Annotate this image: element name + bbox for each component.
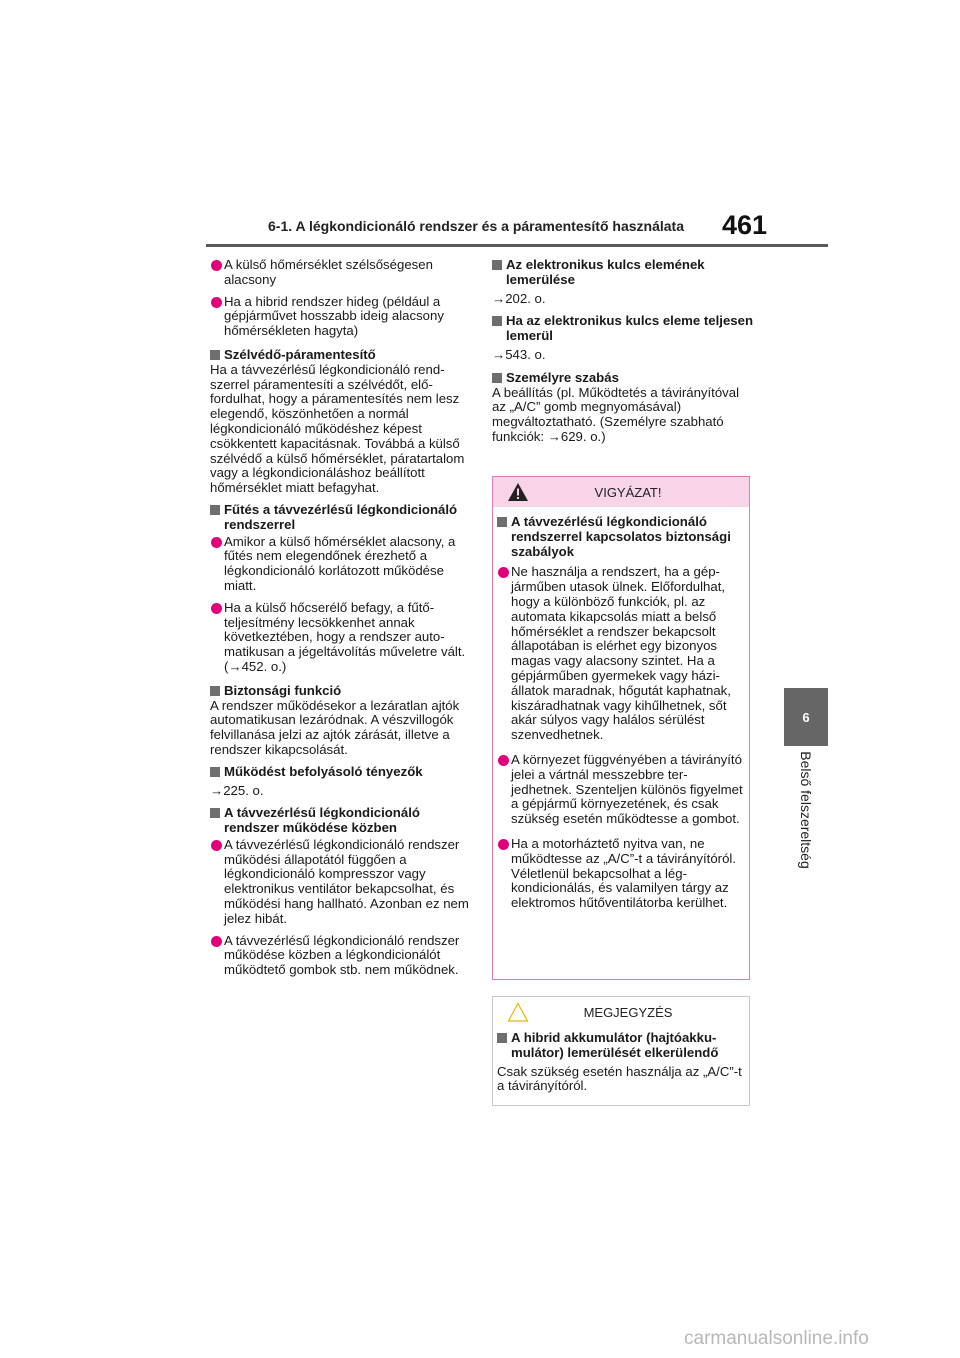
subsection-heading: Az elektronikus kulcs elemének lemerülése [492,258,754,288]
subsection-heading: A távvezérlésű légkondicionáló rendszer működése közben [210,806,472,836]
square-bullet-icon [210,808,220,818]
list-item: A távvezérlésű légkondicionáló rendszer működési állapotától függően a légkondicionáló kompresszor vagy elektronikus ventilátor bekapcsolhat, és működési hang hallható. Azonban ez nem jelez hibát. [210,838,472,927]
subsection-heading: Szélvédő-páramentesítő [210,348,472,363]
bullet-icon [211,603,222,614]
warning-box [492,476,750,980]
subsection-heading: Személyre szabás [492,371,754,386]
warning-triangle-icon [507,482,529,502]
bullet-icon [211,537,222,548]
square-bullet-icon [210,350,220,360]
header-divider [206,244,828,247]
subsection-heading: A távvezérlésű légkondicionáló rendszerrel kapcsolatos biztonsági szabályok [497,515,743,559]
square-bullet-icon [492,260,502,270]
list-item: A külső hőmérséklet szélsőségesen alacsony [210,258,472,288]
subsection-heading: A hibrid akkumulátor (hajtóakkumulátor) lemerülését elkerülendő [497,1031,743,1061]
section-title: 6-1. A légkondicionáló rendszer és a páramentesítő használata [268,218,684,234]
note-header [493,997,749,1027]
square-bullet-icon [497,517,507,527]
list-item: Ha a hibrid rendszer hideg (például a gépjárművet hosszabb ideig alacsony hőmérsékleten hagyta) [210,295,472,339]
right-column [492,258,754,452]
page-reference[interactable]: →225. o. [210,782,264,798]
square-bullet-icon [210,686,220,696]
list-item: A környezet függvényében a távirányító jelei a vártnál messzebbre terjedhetnek. Szenteljen különös figyelmet a gépjármű környezetének, és csak szükség esetén működtesse a gombot. [497,753,743,827]
warning-body [493,507,749,911]
bullet-icon [498,755,509,766]
paragraph: Csak szükség esetén használja az „A/C”-t a távirányítóról. [497,1063,742,1094]
page-reference[interactable]: →543. o. [492,346,546,362]
warning-title: VIGYÁZAT! [594,484,662,500]
list-item: Ha a motorháztető nyitva van, ne működtesse az „A/C”-t a távirányítóról. Véletlenül bekapcsolhat a légkondicionálás, és valamilyen tárgy az elektromos hűtőventilátorba kerülhet. [497,837,743,911]
subsection-heading: Biztonsági funkció [210,684,472,699]
list-item: Ha a külső hőcserélő befagy, a fűtőteljesítmény lecsökkenhet annak következtében, hogy a rendszer automatikusan a jégeltávolítás műveletre vált. (→452. o.) [210,601,472,675]
list-item: Ne használja a rendszert, ha a gépjárműben utasok ülnek. Előfordulhat, hogy a különböző funkciók, pl. az automata kikapcsolás miatt a belső hőmérséklet a rendszer bekapcsolt állapotában is elérhet egy bizonyos magas vagy alacsony szintet. Ha a gépjárműben gyermekek vagy háziállatok maradnak, hőgutát kaphatnak, kiszáradhatnak vagy kihűlhetnek, sőt akár súlyos vagy halálos sérülést szenvedhetnek. [497,565,743,743]
square-bullet-icon [497,1033,507,1043]
chapter-tab[interactable] [784,688,828,746]
chapter-number: 6 [802,709,810,725]
square-bullet-icon [210,505,220,515]
subsection-heading: Fűtés a távvezérlésű légkondicionáló rendszerrel [210,503,472,533]
bullet-icon [498,567,509,578]
note-box [492,996,750,1106]
bullet-icon [211,840,222,851]
note-body [493,1027,749,1094]
subsection-heading: Működést befolyásoló tényezők [210,765,472,780]
paragraph: A beállítás (pl. Működtetés a távirányítóval az „A/C” gomb megnyomásával) megváltoztatható. (Személyre szabható funkciók: →629. o.) [492,384,740,444]
square-bullet-icon [492,316,502,326]
page-number: 461 [722,210,768,240]
watermark: carmanualsonline.info [684,1328,869,1349]
paragraph: Ha a távvezérlésű légkondicionáló rendszerrel páramentesíti a szélvédőt, előfordulhat, hogy a páramentesítés nem lesz elegendő, köszönhetően a normál légkondicionáló működéshez képest csökkentett kapacitásnak. Továbbá a külső szélvédő a külső hőmérséklet, páratartalom vagy a légkondicionáláshoz beállított hőmérséklet miatt befagyhat. [210,361,465,496]
bullet-icon [498,839,509,850]
note-title: MEGJEGYZÉS [583,1004,673,1020]
subsection-heading: Ha az elektronikus kulcs eleme teljesen lemerül [492,314,754,344]
list-item: Amikor a külső hőmérséklet alacsony, a fűtés nem elegendőnek érezhető a légkondicionáló korlátozott működése miatt. [210,535,472,594]
paragraph: A rendszer működésekor a lezáratlan ajtók automatikusan lezáródnak. A vészvillogók felvillanása jelzi az ajtók zárását, illetve a rendszer kikapcsolását. [210,697,460,757]
square-bullet-icon [492,373,502,383]
square-bullet-icon [210,767,220,777]
bullet-icon [211,260,222,271]
left-column [210,258,472,985]
list-item: A távvezérlésű légkondicionáló rendszer működése közben a légkondicionálót működtető gombok stb. nem működnek. [210,934,472,978]
caution-triangle-icon [507,1002,529,1022]
page-reference[interactable]: →202. o. [492,290,546,306]
chapter-label: Belső felszereltség [798,751,814,869]
bullet-icon [211,936,222,947]
bullet-icon [211,297,222,308]
warning-header [493,477,749,507]
